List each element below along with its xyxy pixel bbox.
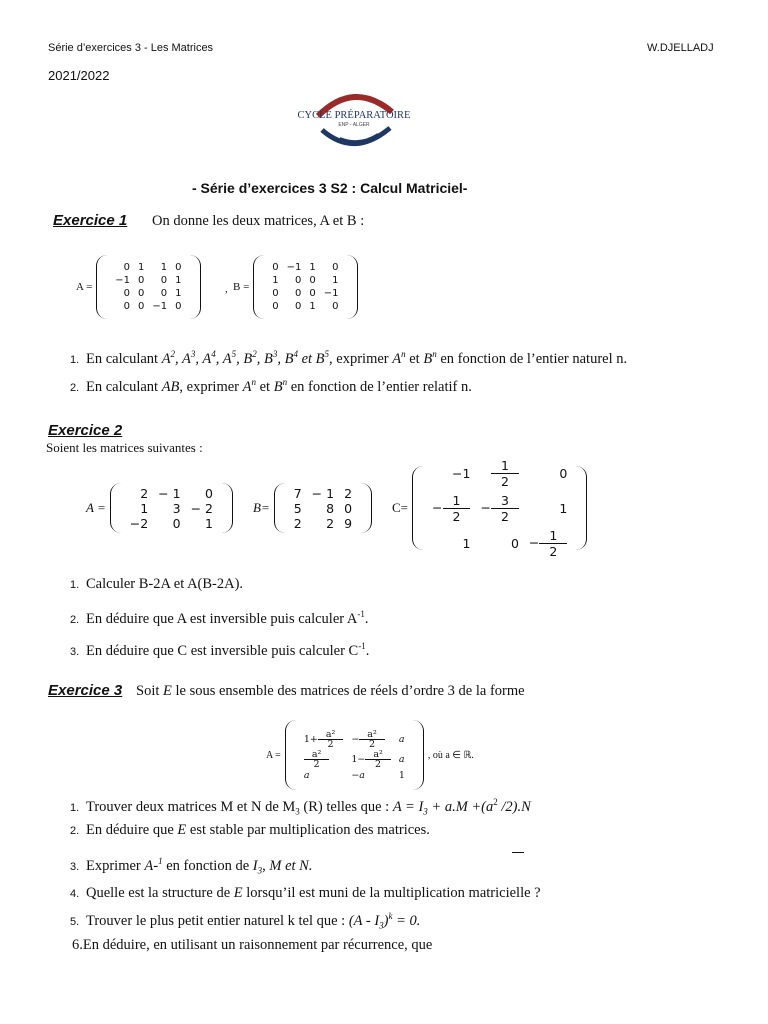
ex2-matrix-b-cell: 7 bbox=[293, 485, 302, 501]
ex1-matrix-a-cell: 1 bbox=[160, 262, 168, 273]
ex1-matrix-a-cell: 0 bbox=[160, 288, 168, 299]
ex1-matrix-b-cell: 0 bbox=[332, 301, 339, 312]
ex2-matrix-a-grid bbox=[121, 484, 222, 533]
ex2-matrix-b-cell: 2 bbox=[326, 515, 335, 531]
ex2-matrix-a-cell: 2 bbox=[140, 485, 149, 501]
ex2-intro: Soient les matrices suivantes : bbox=[46, 440, 203, 455]
ex2-matrix-b-grid bbox=[285, 484, 361, 533]
ex1-matrix-a bbox=[76, 255, 201, 319]
ex1-matrix-b-label: B = bbox=[233, 281, 250, 293]
ex3-title: Exercice 3 bbox=[48, 682, 123, 699]
ex3-question-2: 2. En déduire que E est stable par multiplication des matrices. bbox=[70, 822, 430, 838]
ex2-matrix-a-cell: 1 bbox=[140, 500, 149, 516]
ex3-question-1: 1. Trouver deux matrices M et N de $M_3$ (R) telles que : $A = I_3 + a.M +(a^2$ /2).N bbox=[70, 797, 531, 817]
ex2-matrix-a-cell: 3 bbox=[172, 500, 181, 516]
ex1-matrix-b-cell: 1 bbox=[309, 262, 316, 273]
ex2-matrix-b-cell: 5 bbox=[293, 500, 302, 516]
ex3-intro: Soit E le sous ensemble des matrices de réels d’ordre 3 de la forme bbox=[136, 683, 525, 699]
ex1-matrix-b-cell: 0 bbox=[295, 288, 302, 299]
ex3-matrix-label: A = bbox=[266, 749, 281, 761]
ex2-matrix-c bbox=[392, 457, 587, 559]
ex1-question-2: 2. En calculant AB, exprimer $A^n$ et $B^n$ en fonction de l’entier relatif n. bbox=[70, 377, 472, 395]
ex2-matrix-a-cell: −2 bbox=[129, 515, 149, 531]
page-title: - Série d’exercices 3 S2 : Calcul Matriciel- bbox=[192, 180, 468, 196]
ex1-matrix-a-cell: −1 bbox=[152, 301, 168, 312]
ex1-matrix-b-cell: 0 bbox=[295, 275, 302, 286]
ex1-matrix-b-cell: 1 bbox=[272, 275, 279, 286]
ex1-question-1: 1. En calculant $A^2$, $A^3$, $A^4$, $A^5$, $B^2$, $B^3$, $B^4$ et $B^5$, exprimer $A^n$ et $B^n$ en fonction de l’entier naturel n. bbox=[70, 349, 628, 367]
ex1-matrix-a-cell: 0 bbox=[175, 301, 182, 312]
logo-graphic bbox=[300, 86, 408, 156]
ex1-matrix-b-cell: 0 bbox=[309, 275, 316, 286]
ex1-matrix-b-cell: 1 bbox=[332, 275, 339, 286]
ex3-question-6: 6.En déduire, en utilisant un raisonnement par récurrence, que bbox=[72, 937, 433, 953]
ex3-question-3: 3. Exprimer A-$^1$ en fonction de $I_3$, M et N. bbox=[70, 856, 313, 876]
ex3-matrix-suffix: , où a ∈ ℝ. bbox=[427, 749, 474, 761]
ex2-question-3: 3. En déduire que C est inversible puis calculer $C^{-1}$. bbox=[70, 641, 370, 659]
ex2-question-2: 2. En déduire que A est inversible puis calculer $A^{-1}$. bbox=[70, 609, 369, 627]
ex1-matrix-b-cell: 0 bbox=[309, 288, 316, 299]
ex2-matrix-b-cell: − 1 bbox=[311, 485, 335, 501]
ex1-matrix-a-cell: 0 bbox=[123, 301, 131, 312]
ex3-matrix-a bbox=[266, 720, 474, 790]
ex2-matrix-a-cell: − 2 bbox=[190, 500, 213, 516]
ex1-matrix-a-grid bbox=[107, 259, 189, 315]
logo bbox=[297, 86, 411, 156]
ex2-matrix-a-cell: 1 bbox=[205, 515, 213, 531]
ex3-question-4: 4. Quelle est la structure de E lorsqu’il est muni de la multiplication matricielle ? bbox=[70, 885, 541, 901]
ex1-matrix-a-cell: −1 bbox=[115, 275, 131, 286]
ex2-question-1: 1. Calculer B-2A et A(B-2A). bbox=[70, 576, 244, 592]
ex1-matrix-a-cell: 0 bbox=[138, 301, 145, 312]
ex1-matrix-a-cell: 0 bbox=[138, 288, 145, 299]
ex1-intro: On donne les deux matrices, A et B : bbox=[152, 213, 365, 229]
ex1-matrix-b-cell: 0 bbox=[272, 301, 279, 312]
ex1-matrix-a-label: A = bbox=[76, 281, 93, 293]
ex1-matrix-a-cell: 0 bbox=[123, 288, 131, 299]
ex2-matrix-b-cell: 9 bbox=[344, 515, 353, 531]
ex2-matrix-a-label: A = bbox=[86, 500, 106, 515]
header-left: Série d’exercices 3 - Les Matrices bbox=[48, 42, 214, 54]
ex1-matrix-b-cell: 0 bbox=[272, 288, 279, 299]
ex2-matrix-c-grid: −1 $\frac{1}{2}$ 0 − $\frac{1}{2}$ − $\frac{3}{2}$ 1 1 0 − $\frac{1}{2}$ bbox=[432, 457, 568, 559]
logo-line2: ENP - ALGER bbox=[338, 122, 370, 128]
ex2-matrix-b-cell: 8 bbox=[326, 500, 335, 516]
ex1-matrix-a-cell: 0 bbox=[175, 262, 182, 273]
ex3-question-5: 5. Trouver le plus petit entier naturel k tel que : $(A - I_3)^k = 0$. bbox=[70, 911, 421, 931]
ex2-matrix-a-cell: 0 bbox=[205, 485, 213, 501]
ex3-matrix-grid: 1+ $\frac{\text{a²}}{2}$ − $\frac{\text{a²}}{2}$ a $\frac{\text{a²}}{2}$ 1− $\frac{\text{a²}}{2}$ a a −a 1 bbox=[303, 728, 405, 781]
ex2-matrix-a-cell: 0 bbox=[172, 515, 181, 531]
ex2-matrix-b-cell: 0 bbox=[344, 500, 353, 516]
ex1-matrix-a-cell: 1 bbox=[138, 262, 145, 273]
ex1-matrix-b-cell: 0 bbox=[332, 262, 339, 273]
ex2-matrix-b bbox=[253, 483, 372, 533]
ex1-title: Exercice 1 bbox=[53, 212, 128, 229]
ex1-matrix-b-cell: −1 bbox=[323, 288, 339, 299]
header-year: 2021/2022 bbox=[48, 68, 110, 83]
ex1-matrix-a-cell: 0 bbox=[160, 275, 168, 286]
header-author: W.DJELLADJ bbox=[647, 42, 714, 54]
ex2-matrix-b-cell: 2 bbox=[293, 515, 302, 531]
ex2-title: Exercice 2 bbox=[48, 422, 123, 439]
ex1-matrix-b-cell: 1 bbox=[309, 301, 316, 312]
ex1-matrix-a-cell: 0 bbox=[138, 275, 145, 286]
ex1-separator: , bbox=[225, 283, 228, 295]
ex1-matrix-b-cell: 0 bbox=[272, 262, 279, 273]
ex2-matrix-b-label: B= bbox=[253, 500, 270, 515]
ex1-matrix-b-cell: 0 bbox=[295, 301, 302, 312]
ex1-matrix-a-cell: 0 bbox=[123, 262, 131, 273]
ex1-matrix-b bbox=[233, 255, 358, 319]
ex1-matrix-b-grid bbox=[264, 259, 346, 315]
stray-dash bbox=[512, 852, 524, 853]
ex1-matrix-a-cell: 1 bbox=[175, 275, 182, 286]
ex2-matrix-a-cell: − 1 bbox=[158, 485, 181, 501]
logo-line1: CYCLE PRÉPARATOIRE bbox=[297, 110, 411, 121]
ex2-matrix-a bbox=[86, 483, 233, 533]
ex2-matrix-c-label: C= bbox=[392, 500, 409, 515]
ex1-matrix-b-cell: −1 bbox=[286, 262, 302, 273]
ex1-matrix-a-cell: 1 bbox=[175, 288, 182, 299]
ex2-matrix-b-cell: 2 bbox=[344, 485, 353, 501]
